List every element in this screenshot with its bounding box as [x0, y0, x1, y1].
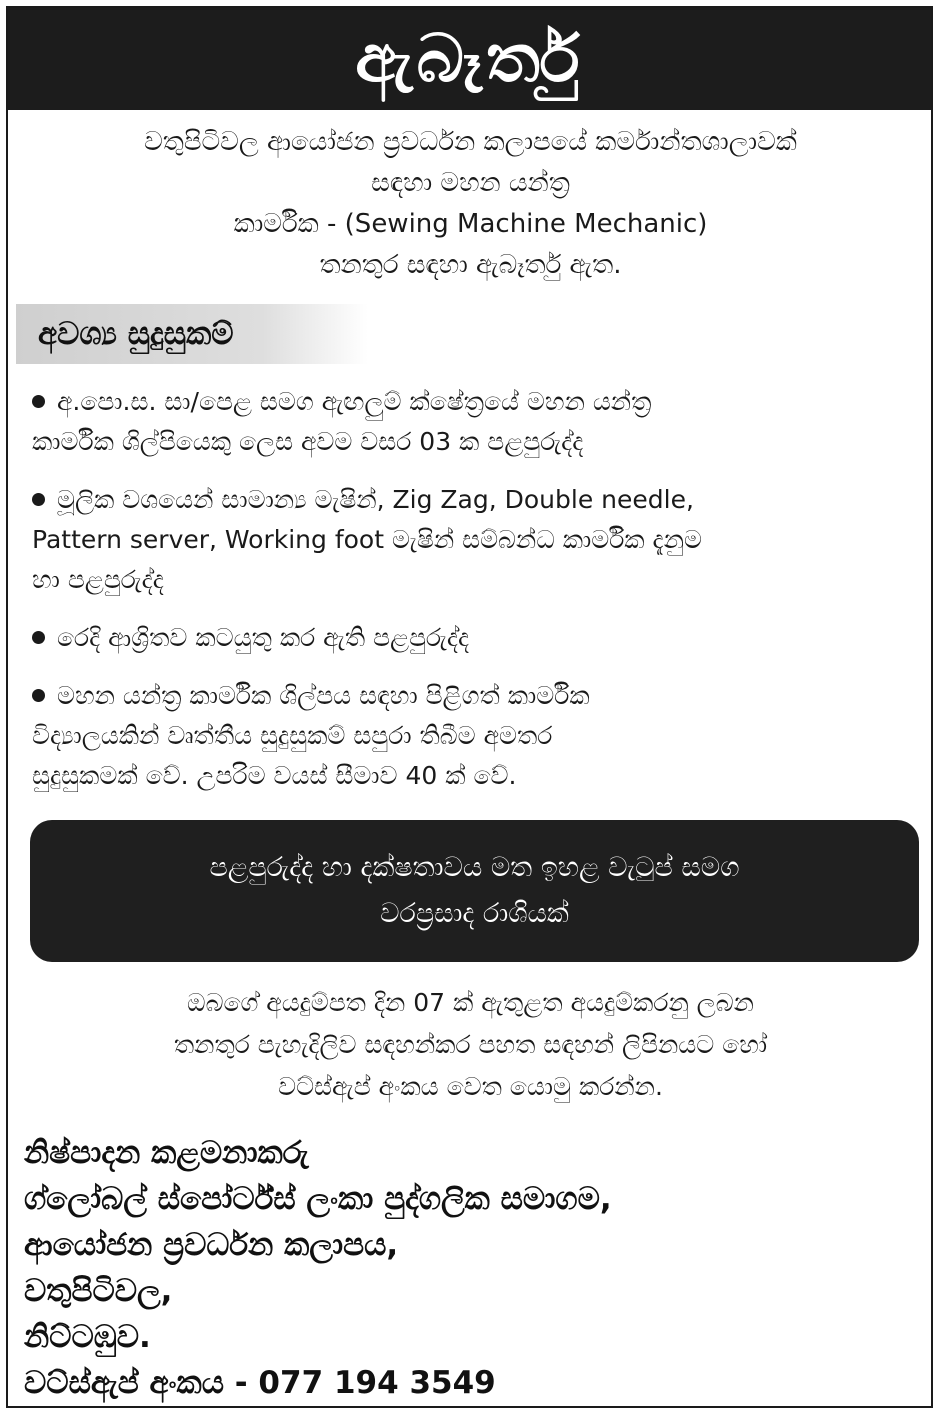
intro-line: වතුපිටිවල ආයෝජන ප්‍රවර්ධන කලාපයේ කර්මාන්තශාලාවක්: [144, 127, 797, 157]
address-line: වතුපිටිවල,: [24, 1273, 173, 1309]
intro-line: තනතුර සඳහා ඇබෑර්තු ඇත.: [319, 250, 622, 280]
highlight-box: [30, 820, 919, 962]
requirement-item: [32, 382, 917, 462]
page-title: ඇබෑර්තු: [355, 20, 584, 97]
advertisement-frame: [6, 6, 933, 1408]
requirement-line: සුදුසුකමක් වේ. උපරිම වයස් සීමාව 40 ක් වේ.: [32, 761, 517, 790]
requirement-line: හා පළපුරුද්ද: [32, 565, 164, 594]
bullet-icon: [32, 395, 45, 408]
requirements-list: [32, 382, 917, 814]
requirements-heading-text: අවශ්‍ය සුදුසුකම්: [38, 315, 234, 352]
whatsapp-number: වට්ස්ඇප් අංකය - 077 194 3549: [24, 1365, 496, 1401]
requirement-line: මූලික වශයෙන් සාමාන්‍ය මැෂින්, Zig Zag, Double needle,: [57, 485, 694, 514]
requirement-item: [32, 480, 917, 600]
address-line: නිට්ටඹුව.: [24, 1319, 151, 1355]
contact-address: [24, 1130, 919, 1406]
bullet-icon: [32, 631, 45, 644]
apply-line: තනතුර පැහැදිලිව සඳහන්කර පහත සඳහන් ලිපිනයට හෝ: [173, 1030, 768, 1059]
requirement-line: මහන යන්ත්‍ර කාර්මික ශිල්පය සඳහා පිළිගත් කාර්මික: [57, 681, 590, 710]
title-banner: [8, 8, 931, 110]
highlight-line: වරප්‍රසාද රාශියක්: [380, 898, 569, 929]
intro-text: [28, 122, 913, 286]
intro-line: සඳහා මහන යන්ත්‍ර: [371, 168, 570, 198]
requirement-line: රෙදි ආශ්‍රිතව කටයුතු කර ඇති පළපුරුද්ද: [57, 623, 470, 652]
bullet-icon: [32, 689, 45, 702]
requirement-line: Pattern server, Working foot මැෂින් සම්බන්ධ කාර්මික දැනුම: [32, 525, 702, 554]
requirement-line: අ.පො.ස. සා/පෙළ සමග ඇඟලුම් ක්ෂේත්‍රයේ මහන යන්ත්‍ර: [57, 387, 652, 416]
intro-line: කාර්මික - (Sewing Machine Mechanic): [233, 209, 708, 239]
requirement-item: [32, 618, 917, 658]
address-line: ග්ලෝබල් ස්පෝර්ට්ස් ලංකා පුද්ගලික සමාගම,: [24, 1181, 612, 1217]
apply-line: ඔබගේ අයදුම්පත දින 07 ක් ඇතුළත අයදුම්කරනු ලබන: [187, 988, 754, 1017]
bullet-icon: [32, 493, 45, 506]
apply-line: වට්ස්ඇප් අංකය වෙත යොමු කරන්න.: [278, 1072, 663, 1101]
requirement-line: විද්‍යාලයකින් වෘත්තීය සුදුසුකම් සපුරා තිබීම අමතර: [32, 721, 553, 750]
requirements-heading: [16, 304, 368, 364]
address-line: ආයෝජන ප්‍රවර්ධන කලාපය,: [24, 1227, 399, 1263]
requirement-line: කාර්මික ශිල්පියෙකු ලෙස අවම වසර 03 ක පළපුරුද්ද: [32, 427, 584, 456]
application-instructions: [28, 982, 913, 1108]
address-line: නිෂ්පාදන කළමනාකරු: [24, 1135, 309, 1171]
highlight-line: පළපුරුද්ද හා දක්ෂතාවය මත ඉහළ වැටුප් සමග: [209, 852, 740, 883]
requirement-item: [32, 676, 917, 796]
